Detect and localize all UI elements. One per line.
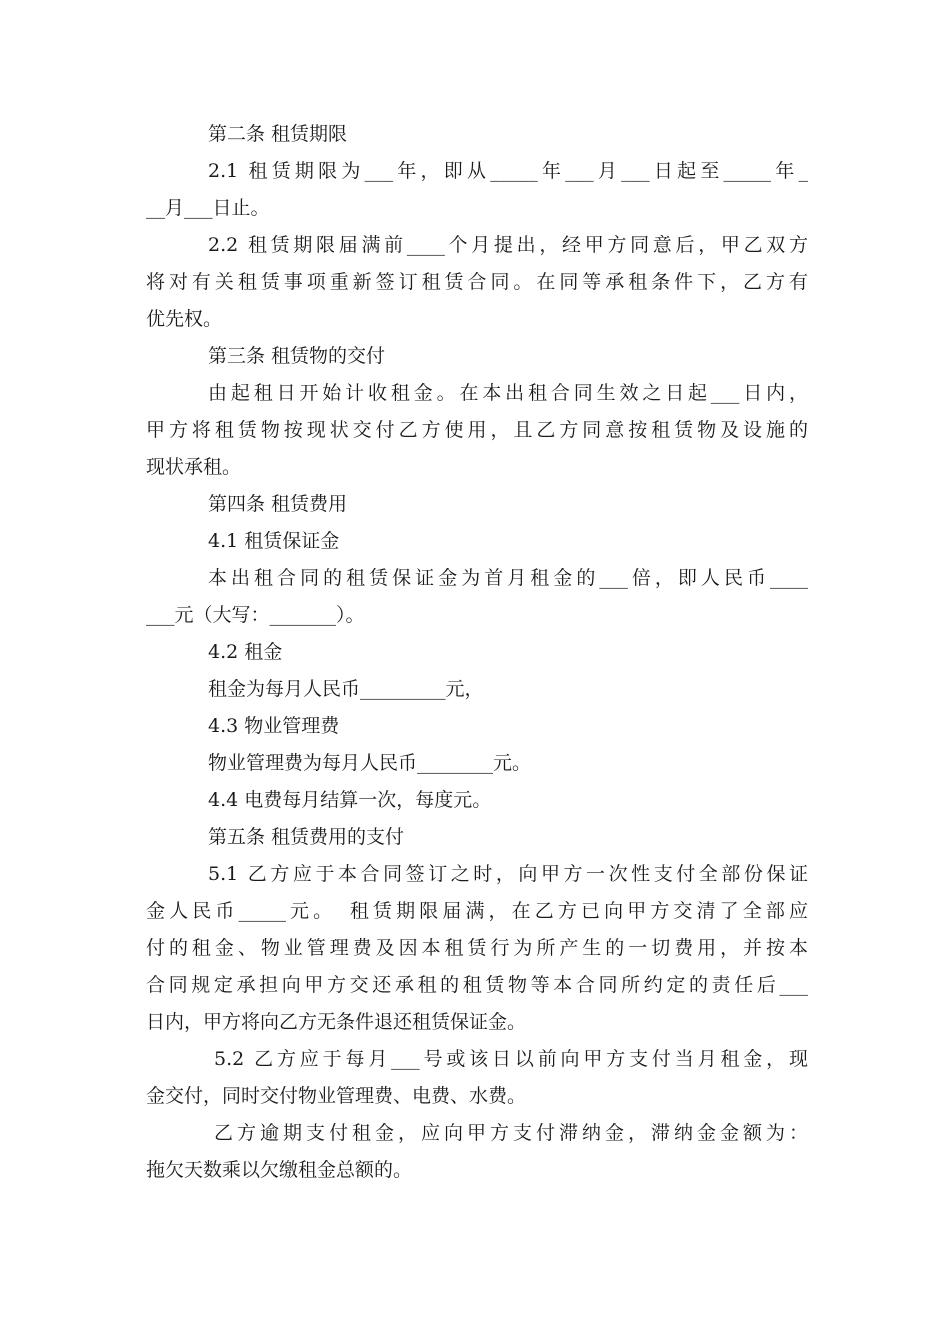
paragraph-line: 4.4 电费每月结算一次，每度元。 [208, 789, 492, 811]
paragraph-line: 拖欠天数乘以欠缴租金总额的。 [146, 1159, 413, 1181]
paragraph-line: 物业管理费为每月人民币________元。 [208, 752, 532, 774]
paragraph-line: 金人民币_____元。 租赁期限届满，在乙方已向甲方交清了全部应 [146, 900, 808, 922]
paragraph-line: __月___日止。 [146, 197, 270, 219]
paragraph-line: 2.1 租赁期限为___年，即从_____年___月___日起至_____年_ [208, 160, 808, 182]
paragraph-line: 5.1 乙方应于本合同签订之时，向甲方一次性支付全部份保证 [208, 863, 808, 885]
paragraph-line: 由起租日开始计收租金。在本出租合同生效之日起___日内， [208, 382, 808, 404]
paragraph-line: 甲方将租赁物按现状交付乙方使用，且乙方同意按租赁物及设施的 [146, 419, 808, 441]
paragraph-line: ___元（大写：_______）。 [146, 604, 365, 626]
document-body [146, 116, 808, 1189]
paragraph-line: 付的租金、物业管理费及因本租赁行为所产生的一切费用，并按本 [146, 937, 808, 959]
paragraph-line: 5.2 乙方应于每月___号或该日以前向甲方支付当月租金，现 [214, 1048, 808, 1070]
paragraph-line: 本出租合同的租赁保证金为首月租金的___倍，即人民币____ [208, 567, 808, 589]
paragraph-line: 第四条 租赁费用 [208, 493, 348, 515]
paragraph-line: 乙方逾期支付租金，应向甲方支付滞纳金，滞纳金金额为： [214, 1122, 808, 1144]
paragraph-line: 金交付，同时交付物业管理费、电费、水费。 [146, 1085, 527, 1107]
paragraph-line: 4.2 租金 [208, 641, 283, 663]
paragraph-line: 4.3 物业管理费 [208, 715, 340, 737]
paragraph-line: 第五条 租赁费用的支付 [208, 826, 405, 848]
paragraph-line: 租金为每月人民币_________元， [208, 678, 484, 700]
paragraph-line: 2.2 租赁期限届满前____个月提出，经甲方同意后，甲乙双方 [208, 234, 808, 256]
paragraph-line: 第二条 租赁期限 [208, 123, 348, 145]
paragraph-line: 第三条 租赁物的交付 [208, 345, 386, 367]
paragraph-line: 将对有关租赁事项重新签订租赁合同。在同等承租条件下，乙方有 [146, 271, 808, 293]
paragraph-line: 4.1 租赁保证金 [208, 530, 340, 552]
paragraph-line: 合同规定承担向甲方交还承租的租赁物等本合同所约定的责任后___ [146, 974, 808, 996]
paragraph-line: 优先权。 [146, 308, 223, 330]
paragraph-line: 现状承租。 [146, 456, 242, 478]
paragraph-line: 日内，甲方将向乙方无条件退还租赁保证金。 [146, 1011, 527, 1033]
